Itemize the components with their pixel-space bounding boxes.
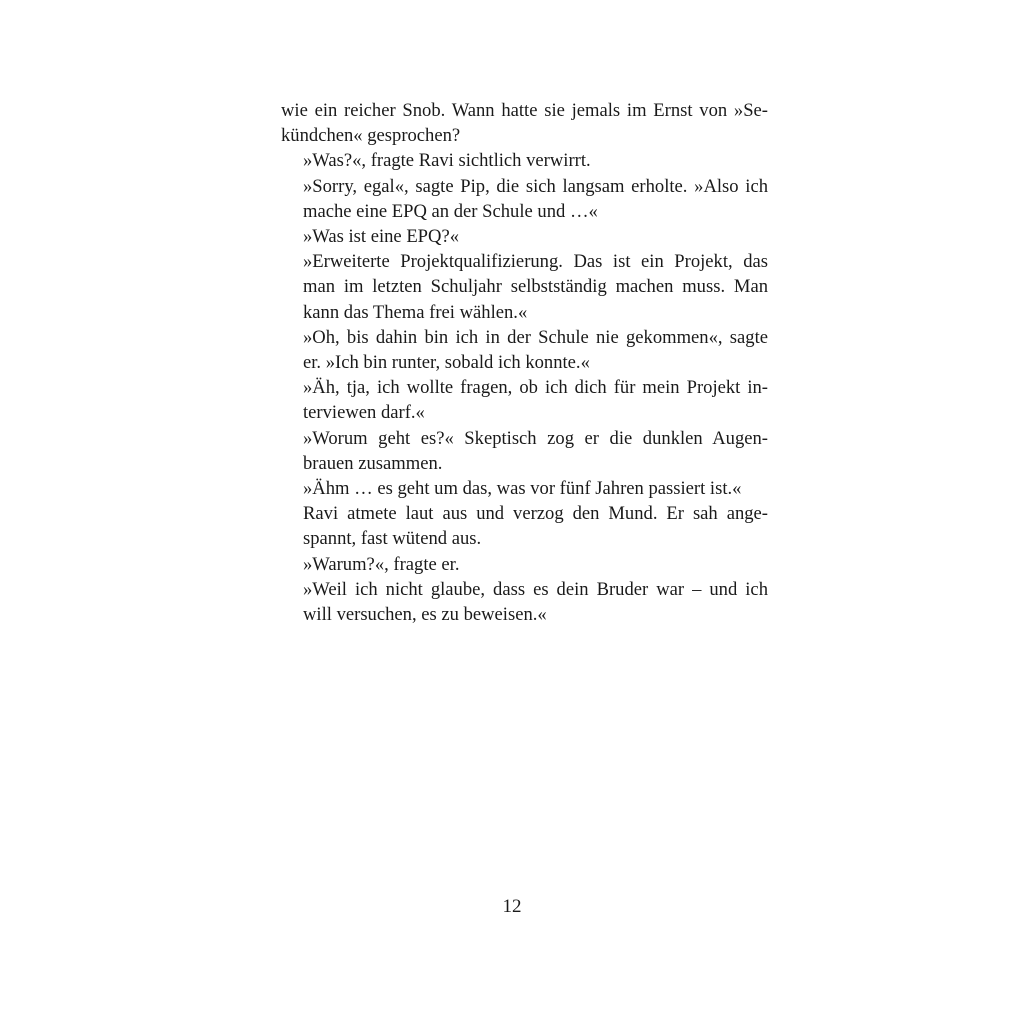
text-line: »Weil ich nicht glaube, dass es dein Bruder war – und ich <box>303 578 768 600</box>
paragraph <box>281 98 768 148</box>
text-line: kündchen« gesprochen? <box>281 125 461 147</box>
text-line: terviewen darf.« <box>303 402 425 424</box>
paragraph <box>281 501 768 551</box>
paragraph <box>281 174 768 224</box>
text-line: »Was ist eine EPQ?« <box>303 226 460 248</box>
paragraph <box>281 476 768 501</box>
text-line: »Oh, bis dahin bin ich in der Schule nie gekommen«, sagte <box>303 326 768 348</box>
text-line: spannt, fast wütend aus. <box>303 528 482 550</box>
paragraph <box>281 224 768 249</box>
paragraph <box>281 148 768 173</box>
text-line: »Was?«, fragte Ravi sichtlich verwirrt. <box>303 150 591 172</box>
paragraph <box>281 249 768 325</box>
text-line: man im letzten Schuljahr selbstständig machen muss. Man <box>303 276 768 298</box>
text-line: will versuchen, es zu beweisen.« <box>303 604 547 626</box>
text-line: brauen zusammen. <box>303 452 443 474</box>
text-line: »Sorry, egal«, sagte Pip, die sich langsam erholte. »Also ich <box>303 175 768 197</box>
text-line: »Warum?«, fragte er. <box>303 553 460 575</box>
text-line: er. »Ich bin runter, sobald ich konnte.« <box>303 352 590 374</box>
paragraph <box>281 375 768 425</box>
text-line: Ravi atmete laut aus und verzog den Mund. Er sah ange- <box>303 503 768 525</box>
paragraph <box>281 577 768 627</box>
text-line: wie ein reicher Snob. Wann hatte sie jemals im Ernst von »Se- <box>281 100 768 121</box>
paragraph <box>281 552 768 577</box>
body-text <box>281 98 768 627</box>
text-line: mache eine EPQ an der Schule und …« <box>303 200 598 222</box>
text-line: »Ähm … es geht um das, was vor fünf Jahren passiert ist.« <box>303 478 742 500</box>
text-line: »Erweiterte Projektqualifizierung. Das ist ein Projekt, das <box>303 251 768 273</box>
text-line: »Worum geht es?« Skeptisch zog er die dunklen Augen- <box>303 427 768 449</box>
text-line: »Äh, tja, ich wollte fragen, ob ich dich für mein Projekt in- <box>303 377 768 399</box>
page-number: 12 <box>502 896 522 917</box>
text-line: kann das Thema frei wählen.« <box>303 301 528 323</box>
paragraph <box>281 426 768 476</box>
paragraph <box>281 325 768 375</box>
